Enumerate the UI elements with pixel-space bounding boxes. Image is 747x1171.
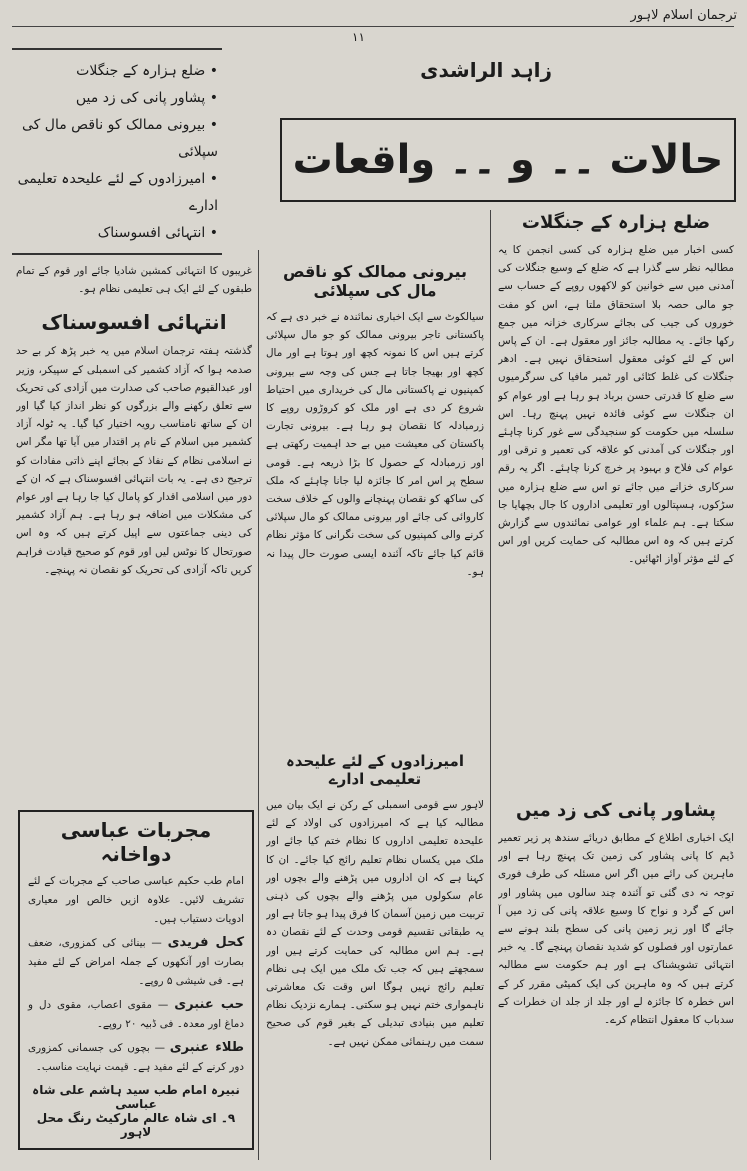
ad-intro: امام طب حکیم عباسی صاحب کے مجربات کے لئے تشریف لائیں۔ علاوہ ازیں خالص اور معیاری ادویات دستیاب ہیں۔ [28, 875, 244, 925]
ad-footer: نبیرہ امام طب سید ہاشم علی شاہ عباسی [32, 1083, 240, 1111]
section-heading: انتہائی افسوسناک [41, 310, 227, 335]
section-heading: امیرزادوں کے لئے علیحدہ تعلیمی ادارے [286, 752, 464, 788]
section-heading: ضلع ہزارہ کے جنگلات [521, 212, 711, 233]
column-divider [490, 210, 491, 1160]
advertisement-box [18, 810, 254, 1150]
contents-item: • ضلع ہزارہ کے جنگلات [76, 63, 218, 79]
peshawar-article [498, 800, 734, 1159]
header-rule [12, 26, 734, 27]
elite-article [266, 752, 484, 1171]
article-body: ایک اخباری اطلاع کے مطابق دریائے سندھ پر زیر تعمیر ڈیم کا پانی پشاور کی زمین تک پہنچ رہا ہے اور ماہرین کی رائے میں اگر اس مسئلہ کی طرف فوری توجہ نہ دی گئی تو آئندہ چند سالوں میں پشاور اور اس کے گرد و نواح کا وسیع علاقہ پانی کی زد میں آ جائے گا اور زیر زمین پانی کی سطح بلند ہونے سے عمارتوں اور فصلوں کو شدید نقصان پہنچے گا۔ یہ خبر انتہائی تشویشناک ہے اور ہم حکومت سے مطالبہ کرتے ہیں کہ وہ ماہرین کی ایک کمیٹی مقرر کر کے اس خطرہ کا جائزہ لے اور جلد از جلد ان خطرات کے سدباب کا معقول انتظام کرے۔ [498, 832, 734, 1027]
exports-article [266, 262, 484, 760]
ad-title: مجربات عباسی دواخانہ [60, 818, 212, 866]
title-box [280, 118, 736, 202]
hazara-article [498, 212, 734, 793]
page-title: حالات ۔۔ و ۔۔ واقعات [292, 137, 724, 183]
contents-list [12, 48, 222, 255]
ad-product: حب عنبری — مقوی اعصاب، مقوی دل و دماغ اور معدہ۔ فی ڈبیہ ۲۰ روپے۔ [28, 997, 245, 1030]
ad-product: کحل فریدی — بینائی کی کمزوری، ضعف بصارت اور آنکھوں کے جملہ امراض کے لئے مفید ہے۔ فی شیشی ۵ روپے۔ [28, 935, 245, 987]
contents-item: • امیرزادوں کے لئے علیحدہ تعلیمی ادارے [17, 171, 218, 214]
ad-address: ۹۔ ای شاہ عالم مارکیٹ رنگ محل لاہور [36, 1111, 236, 1139]
contents-item: • بیرونی ممالک کو ناقص مال کی سپلائی [22, 117, 218, 160]
contents-item: • انتہائی افسوسناک [97, 225, 218, 241]
article-body: لاہور سے قومی اسمبلی کے رکن نے ایک بیان میں مطالبہ کیا ہے کہ امیرزادوں کی اولاد کے لئے علیحدہ تعلیمی اداروں کا نظام ختم کیا جائے اور ملک میں یکساں نظام تعلیم رائج کیا جائے۔ ان کا کہنا ہے کہ ان اداروں میں پڑھنے والے بچوں اور عام سکولوں میں پڑھنے والے بچوں کی ذہنی تربیت میں زمین آسمان کا فرق پیدا ہو جاتا ہے اور یہ طبقاتی تقسیم قومی وحدت کے لئے نقصان دہ ہے۔ ہم اس مطالبہ کی حمایت کرتے ہیں اور سمجھتے ہیں کہ جب تک ملک میں ایک ہی نظام تعلیم رائج نہیں ہوگا اس وقت تک معاشرتی ناہمواری ختم نہیں ہو سکتی۔ ہمارے نزدیک نظام تعلیم میں بنیادی تبدیلی کے بغیر قوم کی صحیح سمت میں رہنمائی ممکن نہیں ہے۔ [266, 799, 484, 1048]
ad-product: طلاء عنبری — بچوں کی جسمانی کمزوری دور کرنے کے لئے مفید ہے۔ قیمت نہایت مناسب۔ [28, 1040, 244, 1073]
section-heading: پشاور پانی کی زد میں [516, 800, 716, 821]
page-number: ۱۱ [352, 30, 365, 44]
sad-article [16, 262, 252, 770]
publication-header: ترجمان اسلام لاہور [630, 8, 737, 23]
article-continuation: غریبوں کا انتہائی کمشین شادیا جائے اور قوم کے تمام طبقوں کے لئے ایک ہی تعلیمی نظام ہو۔ [16, 265, 252, 296]
contents-item: • پشاور پانی کی زد میں [75, 90, 218, 106]
article-body: گذشتہ ہفتہ ترجمان اسلام میں یہ خبر پڑھ کر بے حد صدمہ ہوا کہ آزاد کشمیر کی اسمبلی کے سپیکر، وزیر اور عبدالقیوم صاحب کی صدارت میں آزادی کی تحریک سے تعلق رکھنے والے بزرگوں کو نظر انداز کیا گیا اور ان کے ساتھ نامناسب رویہ اختیار کیا گیا۔ یہ ٹولہ آزاد کشمیر میں اسلام کے نام پر اقتدار میں آیا تھا مگر اس نے اسلامی نظام کے نفاذ کے بجائے اپنے ذاتی مفادات کو ترجیح دی ہے۔ یہ بات انتہائی افسوسناک ہے کہ ان کے دور میں اسلامی اقدار کو پامال کیا جا رہا ہے اور عوام کی مشکلات میں اضافہ ہو رہا ہے۔ ہم آزاد کشمیر کی دینی جماعتوں سے اپیل کرتے ہیں کہ وہ اس صورتحال کا نوٹس لیں اور قوم کو صحیح قیادت فراہم کریں تاکہ آزادی کی تحریک کو نقصان نہ پہنچے۔ [16, 345, 252, 576]
article-body: کسی اخبار میں ضلع ہزارہ کی کسی انجمن کا یہ مطالبہ نظر سے گذرا ہے کہ ضلع کے وسیع جنگلات کی آمدنی میں سے خوانین کو لاکھوں روپے کے حساب سے جو مالی حصہ بلا استحقاق ملتا ہے، اس کو مفت خوروں کی جیب کی بجائے سرکاری خزانہ میں جمع رکھا جائے۔ یہ مطالبہ جائز اور معقول ہے۔ ان کے پاس اس کے لئے کوئی معقول استحقاق نہیں ہے۔ ادھر جنگلات کی غلط کٹائی اور ٹمبر مافیا کی سرگرمیوں سے ضلع کا قدرتی حسن برباد ہو رہا ہے اور عوام کو ان جنگلات سے کوئی فائدہ نہیں پہنچ رہا۔ اس سلسلہ میں حکومت کو سنجیدگی سے غور کرنا چاہئے اور جنگلات کی آمدنی کو علاقہ کی تعمیر و ترقی اور عوام کی فلاح و بہبود پر خرچ کرنا چاہئے۔ اگر یہ رقم سرکاری خزانے میں جائے تو اس سے ضلع ہزارہ میں سڑکوں، ہسپتالوں اور تعلیمی اداروں کا جال بچھایا جا سکتا ہے۔ ہم علماء اور عوامی نمائندوں سے گزارش کرتے ہیں کہ وہ اس مطالبہ کی حمایت کریں اور اس کے لئے مؤثر آواز اٹھائیں۔ [498, 244, 734, 566]
column-divider [258, 250, 259, 1160]
article-body: سیالکوٹ سے ایک اخباری نمائندہ نے خبر دی ہے کہ پاکستانی تاجر بیرونی ممالک کو جو مال سپلائی کرتے ہیں اس کا نمونہ کچھ اور ہوتا ہے اور مال کچھ اور بھیجا جاتا ہے جس کی وجہ سے بیرونی کمپنیوں نے پاکستانی مال کی خریداری میں احتیاط شروع کر دی ہے اور ملک کو کروڑوں روپے کا زرمبادلہ کا نقصان ہو رہا ہے۔ بیرونی تجارت پاکستان کی معیشت میں بے حد اہمیت رکھتی ہے اور زرمبادلہ کے حصول کا بڑا ذریعہ ہے۔ قومی سطح پر اس امر کا جائزہ لیا جانا چاہئے کہ ملک کی ساکھ کو نقصان پہنچانے والوں کے خلاف سخت کاروائی کی جائے اور بیرونی ممالک کو مال سپلائی کرنے والی کمپنیوں کی سخت نگرانی کا مؤثر نظام قائم کیا جائے تاکہ آئندہ ایسی صورت حال پیدا نہ ہو۔ [266, 311, 484, 578]
author-name: زاہد الراشدی [420, 58, 552, 82]
section-heading: بیرونی ممالک کو ناقص مال کی سپلائی [282, 262, 468, 300]
